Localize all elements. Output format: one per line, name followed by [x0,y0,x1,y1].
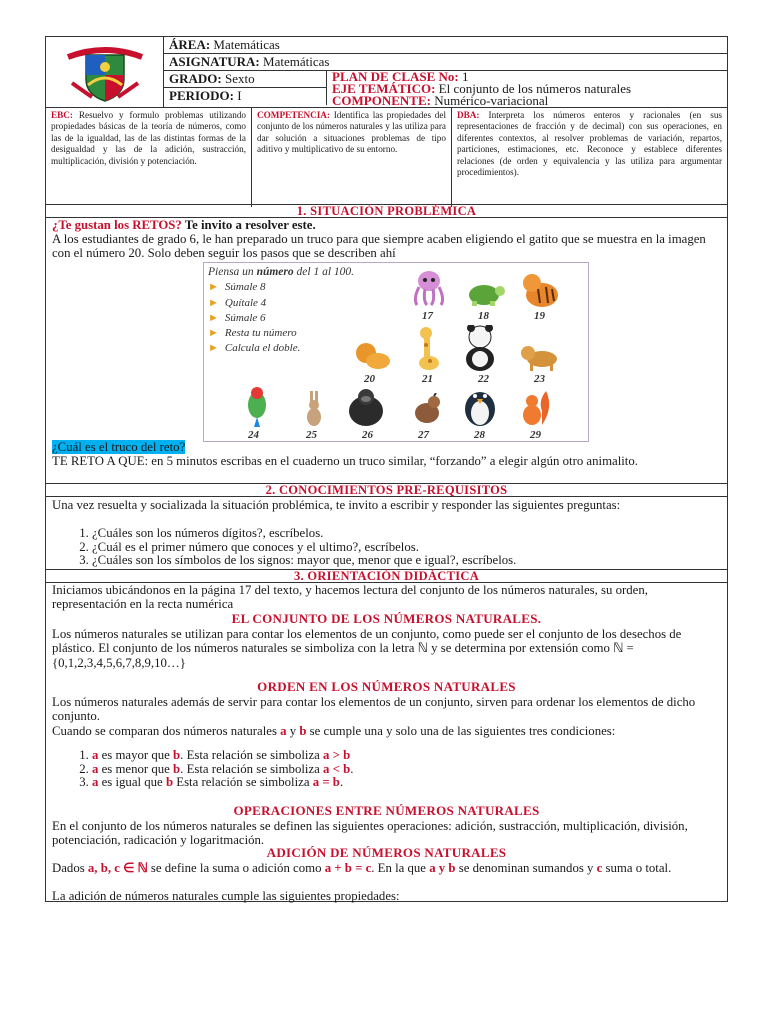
parrot-icon [242,385,272,427]
number-28: 28 [474,429,485,441]
order-list [46,749,714,790]
list-item: 2. ¿Cuál es el primer número que conoces y el ultimo?, escríbelos. [92,541,714,555]
puzzle-title: Piensa un número del 1 al 100. [208,266,355,278]
puzzle-image [203,262,589,442]
number-18: 18 [478,310,489,322]
panda-icon [460,325,500,371]
number-26: 26 [362,429,373,441]
dare-text: TE RETO A QUE: en 5 minutos escribas en el cuaderno un truco similar, “forzando” a elegir algún otro animalito. [52,454,638,468]
asignatura-row: ASIGNATURA: Matemáticas [164,54,727,71]
shield-logo-icon [46,37,164,107]
step-2: ► Quítale 4 [208,296,267,309]
school-logo [46,37,164,107]
ebc-cell: EBC: Resuelvo y formulo problemas utilizando propiedades básicas de la teoría de números, como las de la igualdad, las de las distintas formas de la desigualdad y las de la adición, sustracción, multiplicación, división y potenciación. [46,107,252,207]
number-27: 27 [418,429,429,441]
step-5: ► Calcula el doble. [208,342,301,355]
number-19: 19 [534,310,545,322]
heading-orden: ORDEN EN LOS NÚMEROS NATURALES [257,679,516,694]
list-item: 1. a es mayor que b. Esta relación se simboliza a > b [92,749,714,763]
gorilla-icon [346,387,386,427]
competencia-cell: COMPETENCIA: Identifica las propiedades del conjunto de los números naturales y las utiliza para dar solución a situaciones problemas de tipo aditivo y multiplicativo de su entorno. [252,107,452,207]
header-table [46,37,727,107]
list-item: 3. ¿Cuáles son los símbolos de los signos: mayor que, menor que e igual?, escríbelos. [92,554,714,568]
number-24: 24 [248,429,259,441]
challenge-line: ¿Te gustan los RETOS? Te invito a resolver este. [52,218,316,232]
trick-question: ¿Cuál es el truco del reto? [52,440,186,454]
number-22: 22 [478,373,489,385]
paragraph-conjunto: Los números naturales se utilizan para contar los elementos de un conjunto, como puede ser el conjunto de los desechos de plástico. El conjunto de los números naturales se simboliza con la letra ℕ y se determina por extensión como ℕ = {0,1,2,3,4,5,6,7,8,9,10…} [52,627,682,670]
paragraph-operaciones: En el conjunto de los números naturales se definen las siguientes operaciones: adición, sustracción, multiplicación, división, potenciación, radicación y logaritmación. [52,819,688,848]
grado-row: GRADO: Sexto [164,71,327,88]
section-2-intro: Una vez resuelta y socializada la situación problémica, te invito a escribir y responder las siguientes preguntas: [52,498,621,512]
lesson-plan-document [45,36,728,902]
dba-cell: DBA: Interpreta los números enteros y racionales (en sus representaciones de fracción y de decimal) con sus operaciones, en diferentes contextos, al resolver problemas de variación, repartos, particiones, estimaciones, etc. Reconoce y establece diferentes relaciones (de orden y equivalencia y las utiliza para argumentar procedimientos). [452,107,727,207]
number-21: 21 [422,373,433,385]
plan-row: PLAN DE CLASE No: 1 [332,69,469,84]
prerequisite-list [46,527,714,568]
tiger-icon [518,271,562,309]
eje-row: EJE TEMÁTICO: El conjunto de los números naturales [332,81,632,96]
step-1: ► Súmale 8 [208,281,266,294]
paragraph-adicion: Dados a, b, c ∈ ℕ se define la suma o adición como a + b = c. En la que a y b se denominan sumandos y c suma o total. [52,861,672,875]
number-23: 23 [534,373,545,385]
section-2-title: 2. CONOCIMIENTOS PRE-REQUISITOS [46,483,727,497]
periodo-row: PERIODO: I [164,88,327,105]
paragraph-compare: Cuando se comparan dos números naturales a y b se cumple una y solo una de las siguientes tres condiciones: [52,724,616,738]
number-20: 20 [364,373,375,385]
area-row: ÁREA: Matemáticas [164,37,727,54]
section-1-title: 1. SITUACIÓN PROBLÉMICA [46,204,727,218]
number-29: 29 [530,429,541,441]
heading-conjunto: EL CONJUNTO DE LOS NÚMEROS NATURALES. [231,611,542,626]
number-17: 17 [422,310,433,322]
list-item: 2. a es menor que b. Esta relación se simboliza a < b. [92,763,714,777]
turtle-icon [462,279,506,307]
section-1-intro: A los estudiantes de grado 6, le han preparado un truco para que siempre acaben eligiendo el gatito que se muestra en la imagen con el número 20. Solo deben seguir los pasos que se describen ahí [52,232,706,261]
penguin-icon [462,385,498,427]
list-item: 3. a es igual que b Esta relación se simboliza a = b. [92,776,714,790]
puzzle-steps [208,265,354,357]
rabbit-icon [302,391,326,427]
section-3-intro: Iniciamos ubicándonos en la página 17 del texto, y hacemos lectura del conjunto de los números naturales, su orden, representación en la recta numérica [52,583,648,612]
paragraph-propiedades: La adición de números naturales cumple las siguientes propiedades: [52,889,400,903]
componente-row: COMPONENTE: Numérico-variacional [332,93,549,108]
list-item: 1. ¿Cuáles son los números dígitos?, escríbelos. [92,527,714,541]
heading-operaciones: OPERACIONES ENTRE NÚMEROS NATURALES [233,803,540,818]
step-3: ► Súmale 6 [208,311,266,324]
giraffe-icon [414,325,444,371]
section-3-title: 3. ORIENTACIÓN DIDÁCTICA [46,569,727,583]
step-4: ► Resta tu número [208,327,297,340]
squirrel-icon [520,387,554,427]
paragraph-orden: Los números naturales además de servir para contar los elementos de un conjunto, sirven para ordenar los elementos de dicho conjunto. [52,695,696,724]
octopus-icon [409,269,449,307]
lion-cub-icon [352,341,392,371]
quail-icon [412,393,442,425]
heading-adicion: ADICIÓN DE NÚMEROS NATURALES [266,845,507,860]
lynx-icon [518,343,562,371]
number-25: 25 [306,429,317,441]
